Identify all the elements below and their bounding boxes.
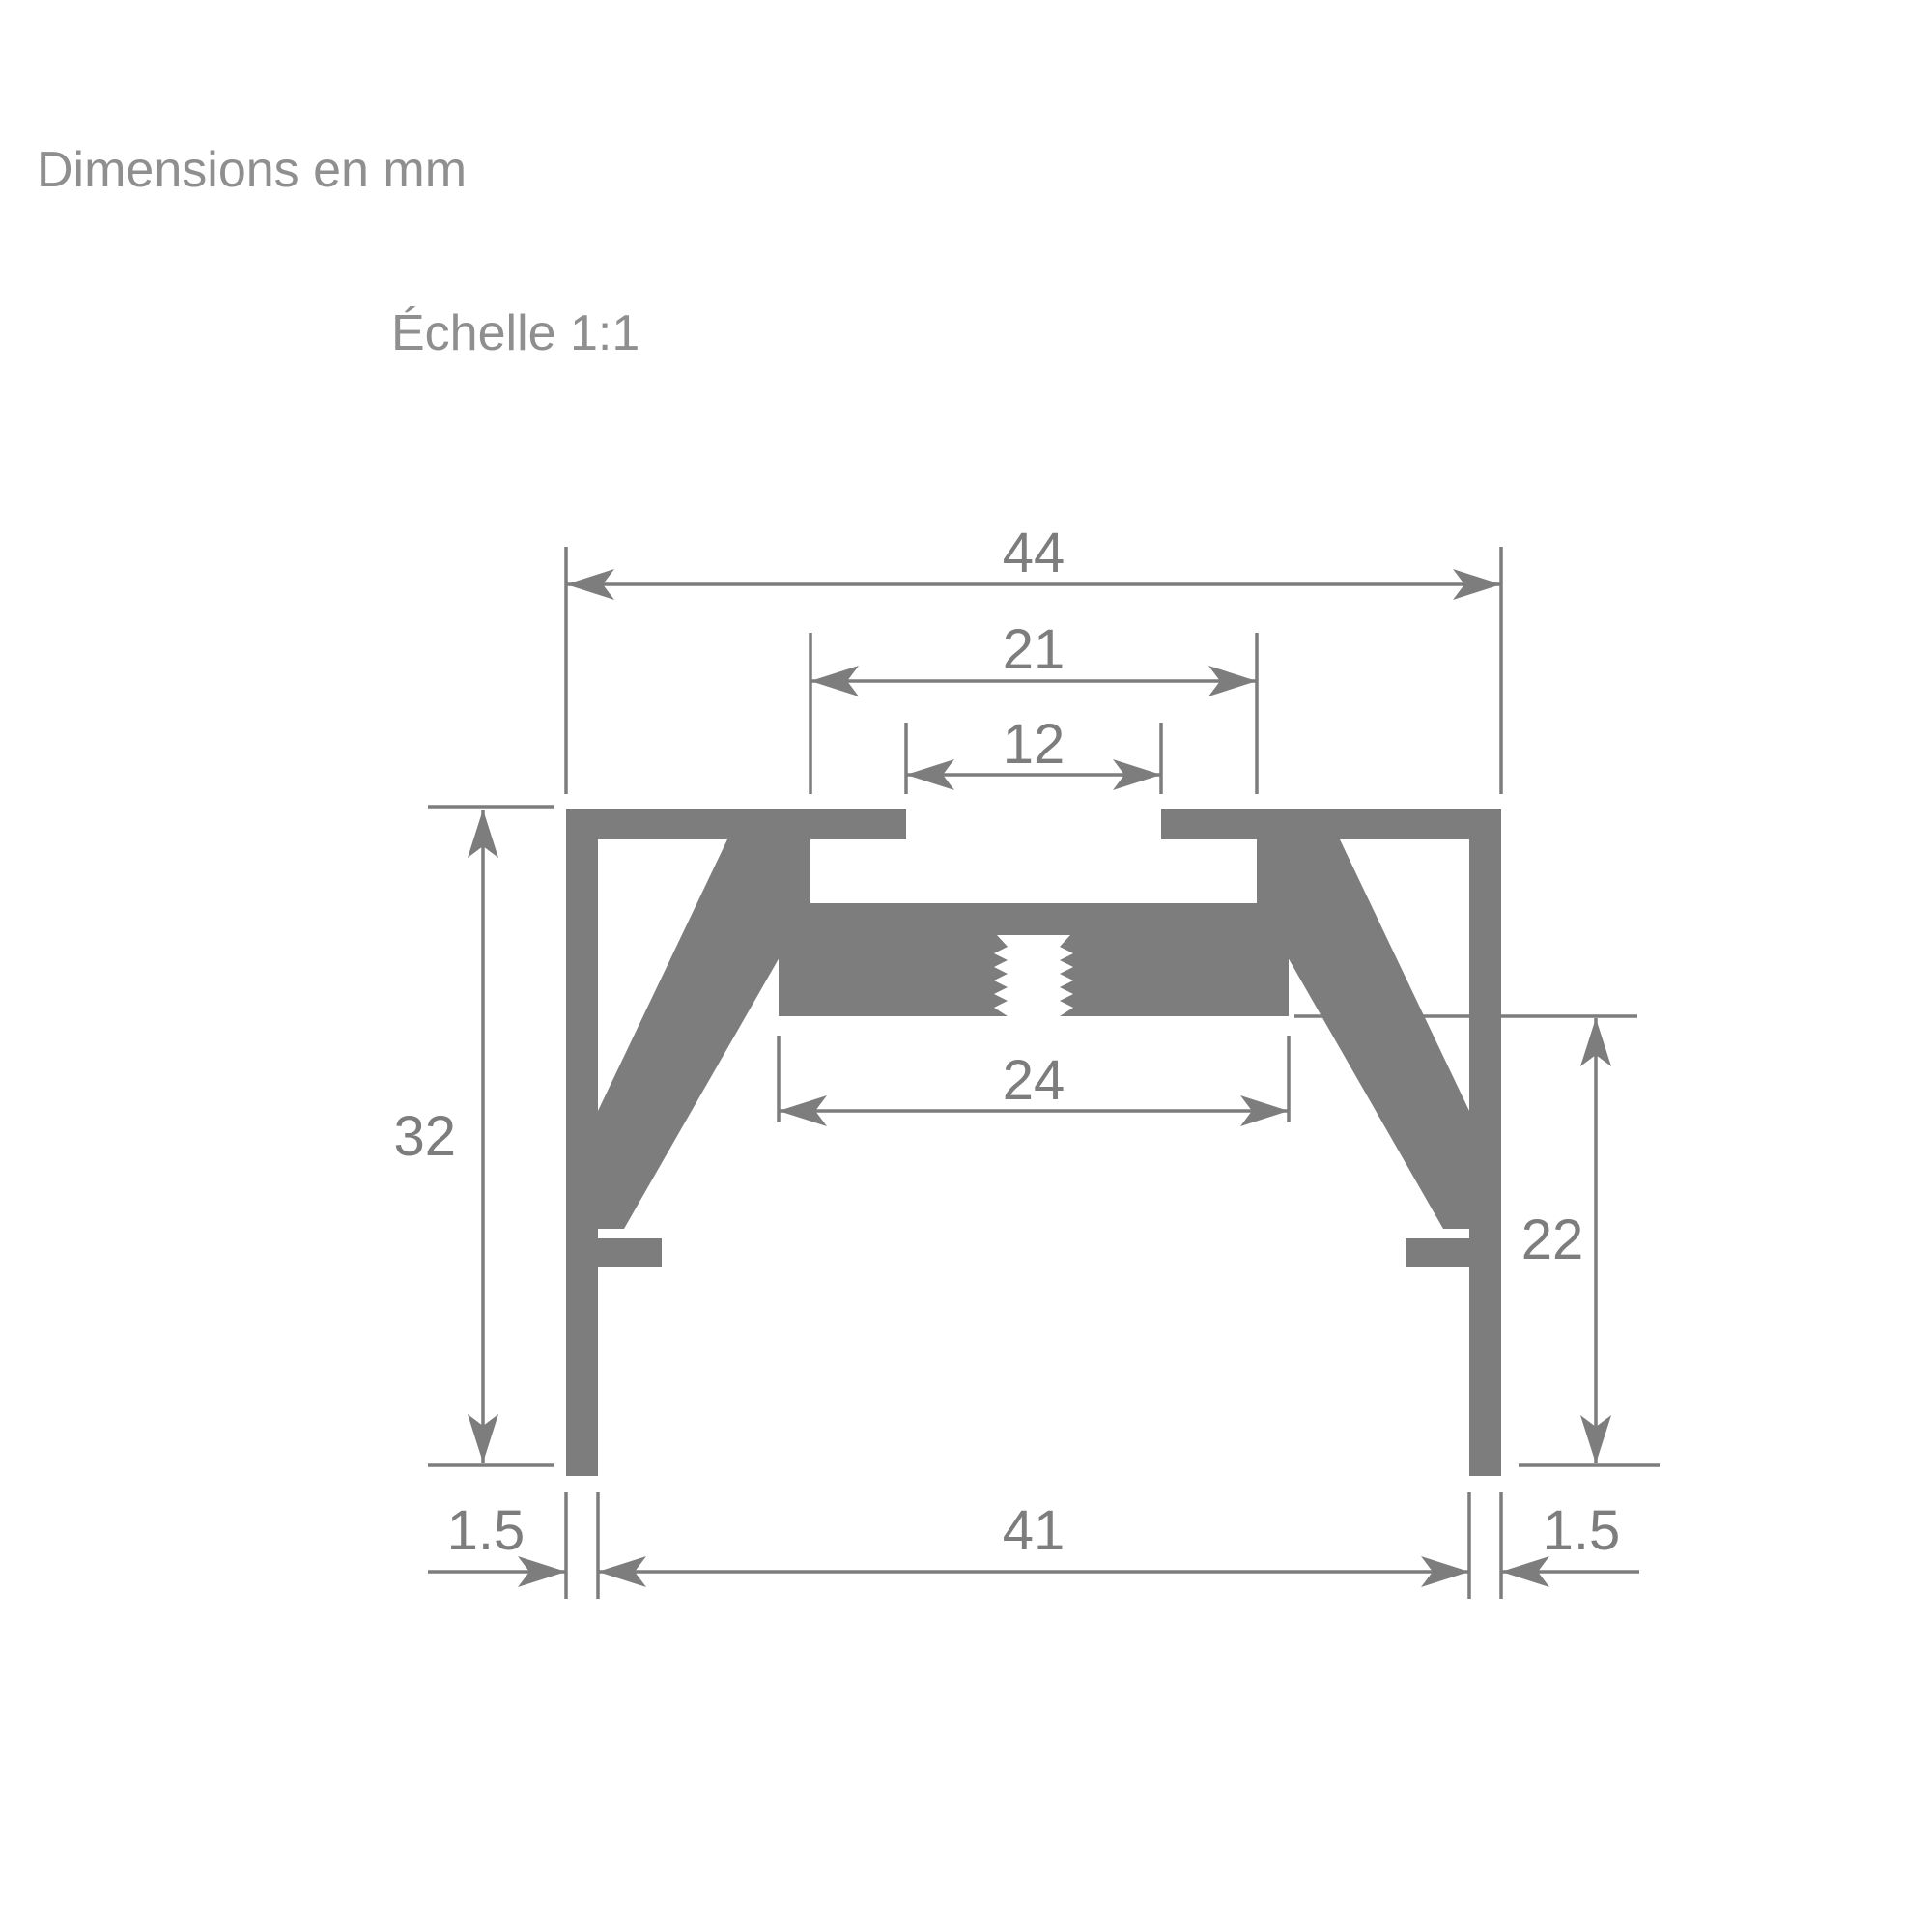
diagonal-strut-left [598,839,810,1229]
scale-label: Échelle 1:1 [391,305,640,361]
top-flange-left [566,809,906,839]
central-block-with-threaded-hole [779,903,1289,1016]
diagonal-strut-right [1257,839,1469,1229]
dimension-label: 1.5 [446,1499,526,1562]
dimension-wall-thickness-right [1469,1492,1639,1599]
dimension-overall-height [393,807,554,1465]
dimension-label: 41 [1002,1499,1065,1562]
dimension-inner-width [598,1499,1469,1587]
top-flange-right [1161,809,1501,839]
side-wall-left [566,809,598,1476]
dimension-label: 1.5 [1542,1499,1621,1562]
inner-tab-right [1406,1238,1469,1267]
dimension-label: 44 [1002,522,1065,584]
page-title: Dimensions en mm [37,142,468,198]
dimension-label: 21 [1002,618,1065,681]
side-wall-right [1469,809,1501,1476]
dimension-wall-thickness-left [428,1492,598,1599]
inner-tab-left [598,1238,662,1267]
dimension-label: 32 [393,1105,456,1168]
dimension-label: 22 [1520,1208,1584,1271]
dimension-block-width [779,1036,1289,1126]
dimension-label: 12 [1002,713,1065,776]
dimension-label: 24 [1002,1049,1065,1112]
dimension-slot-opening [906,713,1161,794]
profile-cross-section [566,809,1501,1476]
